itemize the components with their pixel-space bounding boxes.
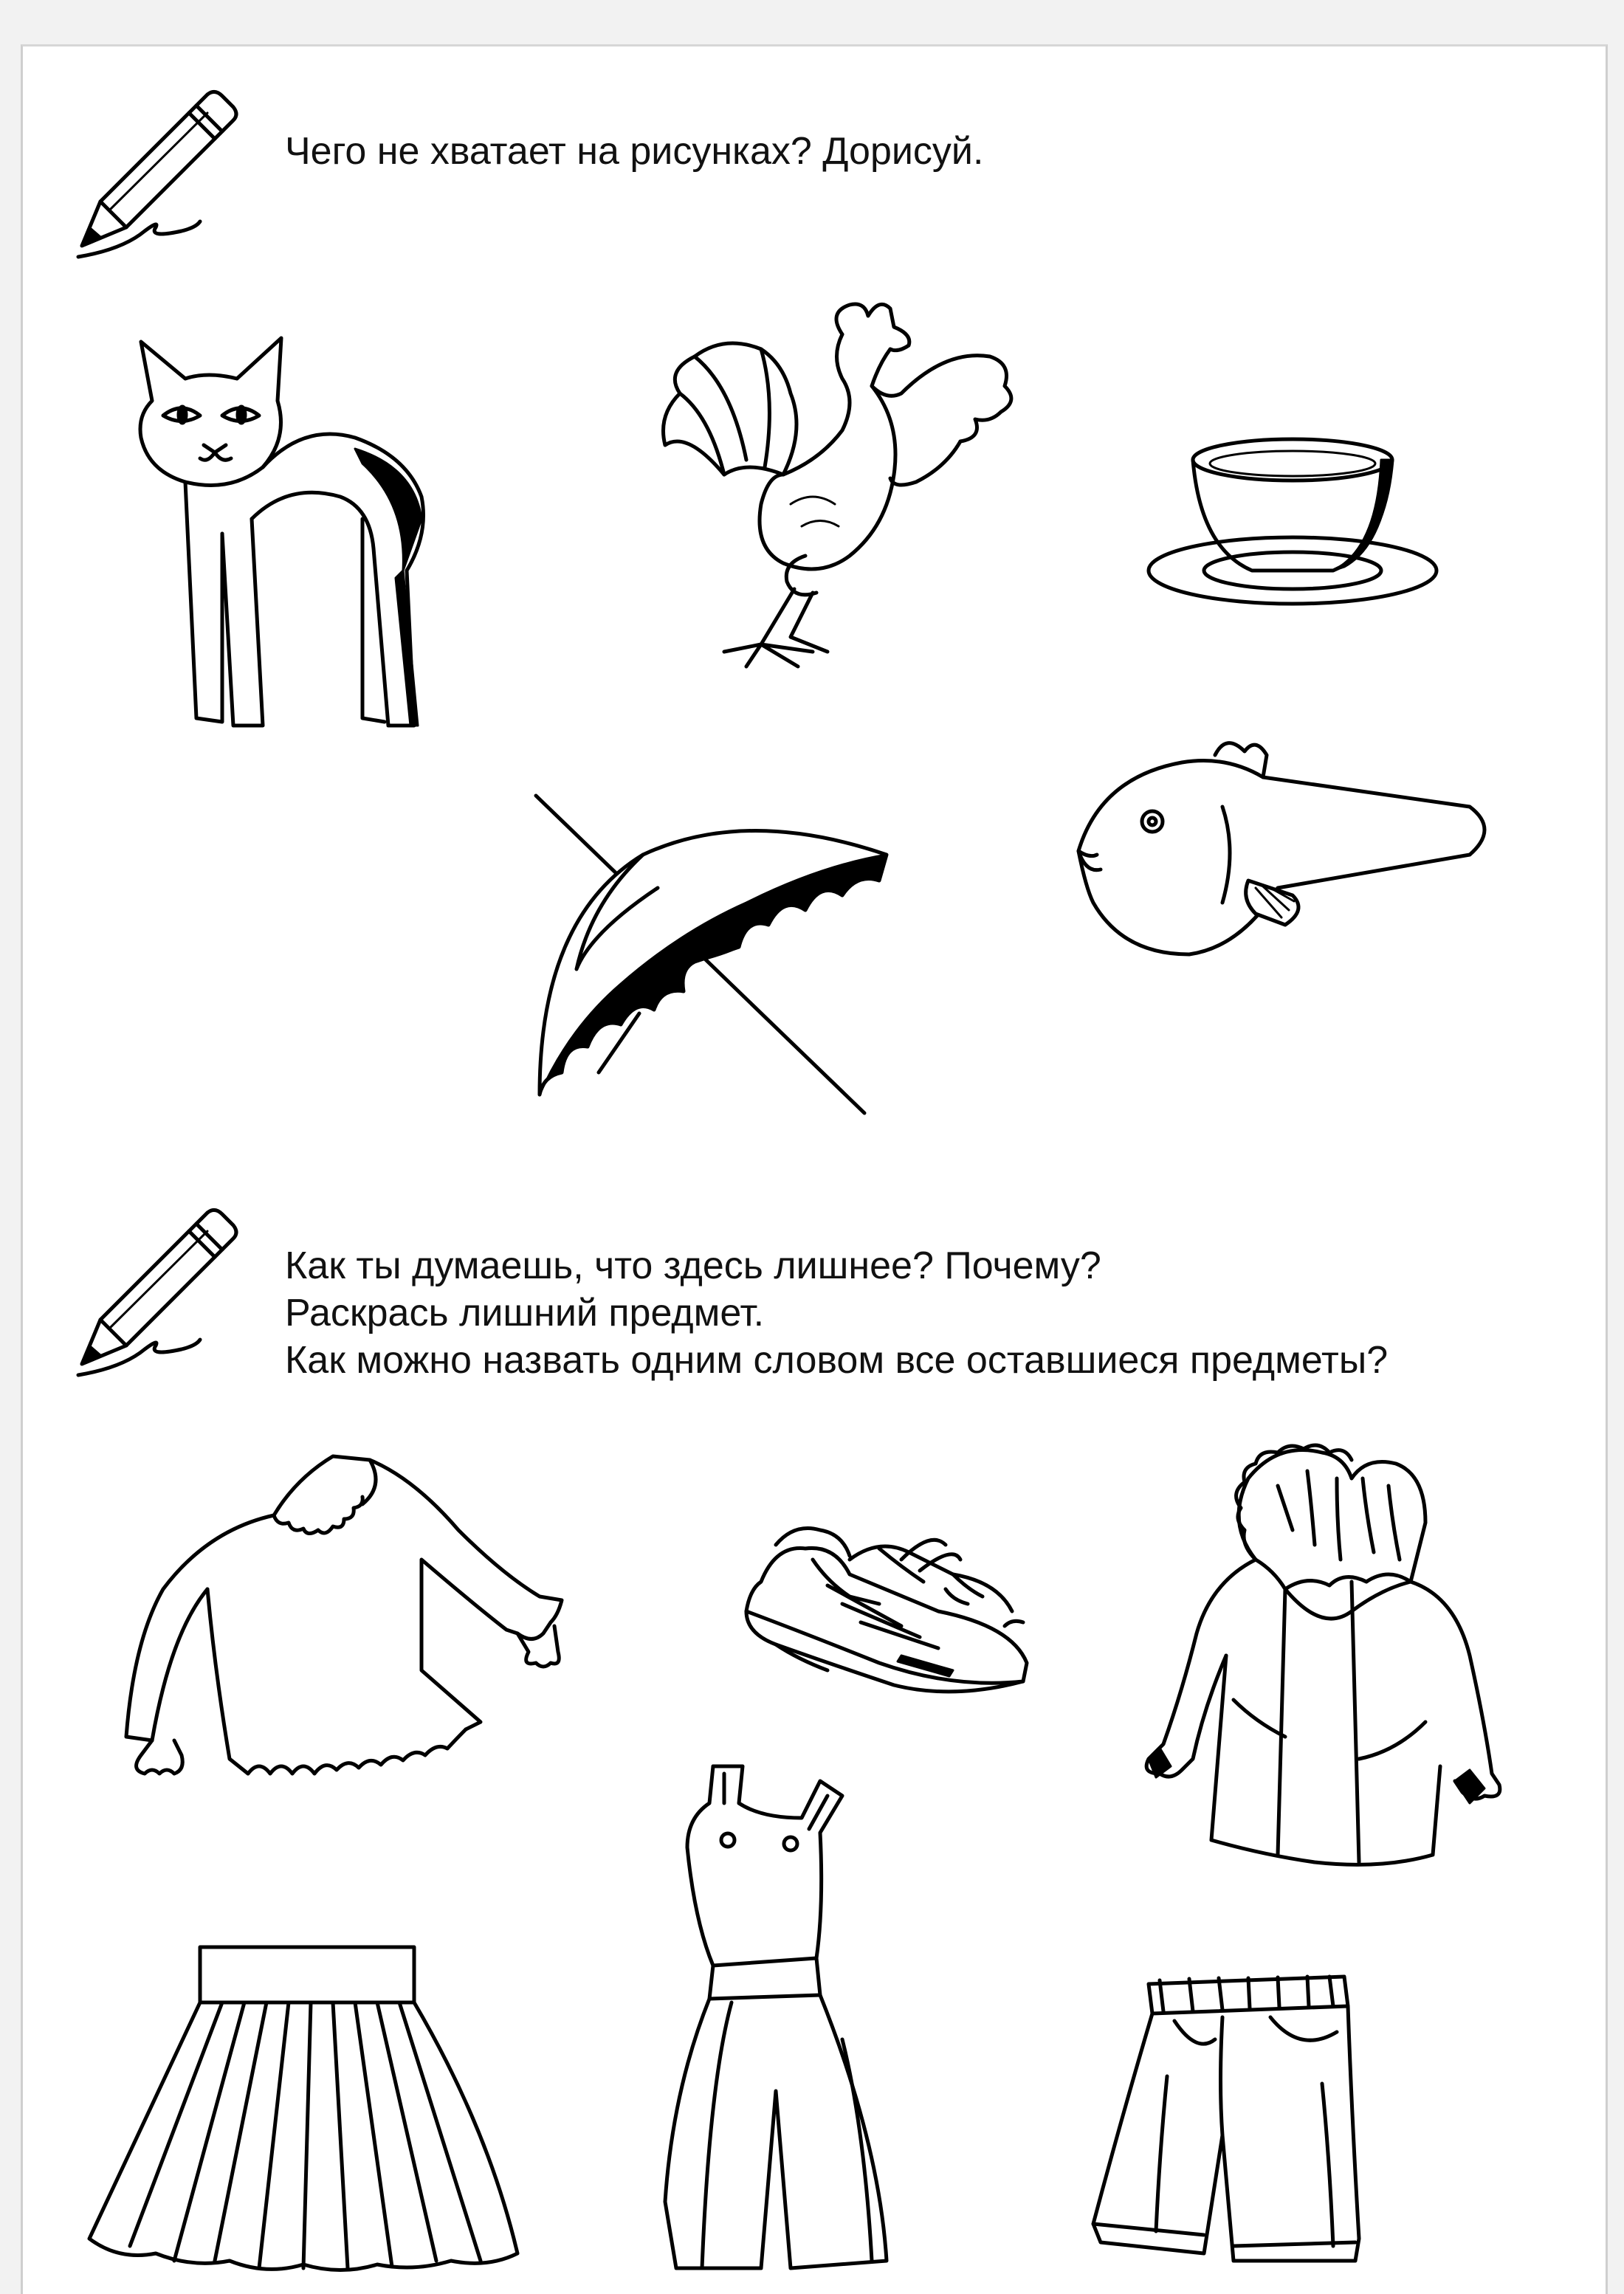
task2-line-2: Раскрась лишний предмет. — [285, 1292, 765, 1334]
task2-instruction — [285, 1242, 1388, 1384]
sneakers-icon — [732, 1515, 1042, 1715]
winter-jacket-icon — [1130, 1442, 1514, 1899]
task2-line-1: Как ты думаешь, что здесь лишнее? Почему? — [285, 1244, 1101, 1287]
pencil-icon — [71, 80, 248, 264]
fish-icon — [1056, 711, 1514, 976]
worksheet-page — [21, 44, 1608, 2294]
teacup-icon — [1130, 416, 1455, 622]
sweater-icon — [119, 1449, 606, 1862]
skirt-icon — [75, 1936, 547, 2283]
rooster-icon — [636, 283, 1034, 711]
shorts-icon — [1078, 1966, 1374, 2276]
task1-instruction: Чего не хватает на рисунках? Дорисуй. — [285, 130, 984, 173]
task2-line-3: Как можно назвать одним словом все оставшиеся предметы? — [285, 1339, 1389, 1382]
umbrella-icon — [525, 785, 909, 1124]
cat-icon — [111, 327, 495, 740]
overalls-icon — [658, 1759, 909, 2283]
pencil-icon-2 — [71, 1198, 248, 1382]
